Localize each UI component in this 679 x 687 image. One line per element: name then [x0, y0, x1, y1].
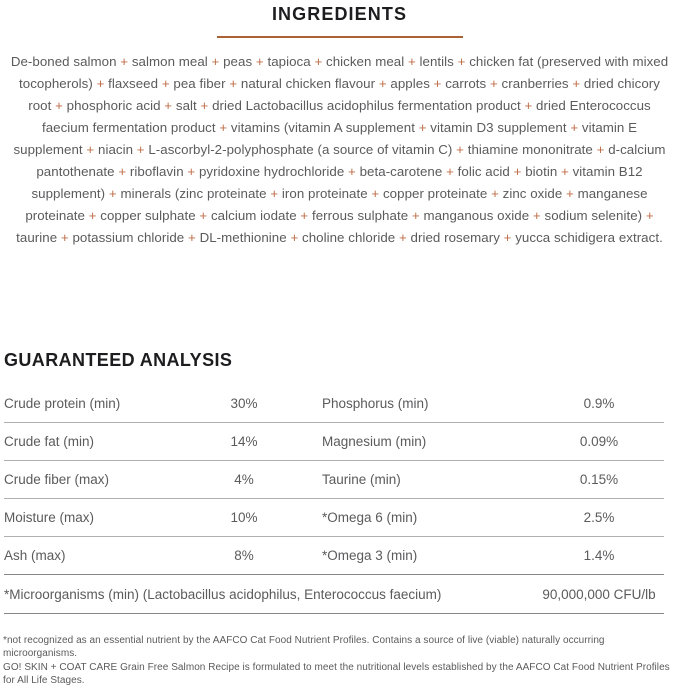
plus-separator: + [453, 54, 470, 69]
ingredients-title-rule [217, 36, 463, 38]
analysis-right-label: *Omega 6 (min) [322, 510, 418, 525]
analysis-right-value: 0.9% [583, 396, 615, 411]
ingredients-title: INGREDIENTS [271, 4, 408, 24]
microorganisms-row [4, 575, 664, 614]
analysis-row [4, 537, 664, 575]
ingredient-item: riboflavin [129, 164, 184, 179]
ingredient-item: phosphoric acid [66, 98, 161, 113]
plus-separator: + [375, 76, 391, 91]
analysis-row [4, 385, 664, 423]
ingredient-item: pea fiber [173, 76, 226, 91]
plus-separator: + [452, 142, 468, 157]
ingredients-text [9, 51, 671, 249]
plus-separator: + [57, 230, 73, 245]
plus-separator: + [133, 142, 149, 157]
analysis-row [4, 499, 664, 537]
analysis-left-label: Ash (max) [4, 548, 66, 563]
plus-separator: + [215, 120, 231, 135]
ingredient-item: vitamin E supplement [13, 120, 638, 157]
ingredient-item: manganese proteinate [25, 186, 648, 223]
ingredient-item: chicken meal [326, 54, 405, 69]
plus-separator: + [114, 164, 130, 179]
ingredient-item: calcium iodate [210, 208, 297, 223]
plus-separator: + [225, 76, 241, 91]
plus-separator: + [529, 208, 545, 223]
analysis-table [4, 385, 664, 614]
ingredient-item: L-ascorbyl-2-polyphosphate (a source of vitamin C) [148, 142, 453, 157]
analysis-left-value: 4% [234, 472, 254, 487]
analysis-right-value: 0.09% [579, 434, 619, 449]
analysis-left-label: Crude fat (min) [4, 434, 95, 449]
formulation-statement: GO! SKIN + COAT CARE Grain Free Salmon Recipe is formulated to meet the nutritional levels established by the AAFCO Cat Food Nutrient Profiles for All Life Stages. [3, 662, 670, 686]
plus-separator: + [160, 98, 176, 113]
ingredient-item: ferrous sulphate [311, 208, 409, 223]
analysis-right-value: 1.4% [583, 548, 615, 563]
plus-separator: + [592, 142, 609, 157]
plus-separator: + [642, 208, 654, 223]
ingredient-item: peas [223, 54, 253, 69]
plus-separator: + [310, 54, 327, 69]
ingredient-item: pyridoxine hydrochloride [198, 164, 345, 179]
ingredient-item: taurine [16, 230, 58, 245]
ingredient-item: folic acid [457, 164, 510, 179]
microorganisms-label: *Microorganisms (min) (Lactobacillus acidophilus, Enterococcus faecium) [4, 586, 442, 602]
plus-separator: + [286, 230, 303, 245]
analysis-row [4, 461, 664, 499]
ingredient-item: potassium chloride [72, 230, 185, 245]
aafco-footnote: *not recognized as an essential nutrient by the AAFCO Cat Food Nutrient Profiles. Contains a source of live (viable) naturally occurring microorganisms. [3, 635, 605, 659]
ingredient-item: carrots [445, 76, 487, 91]
guaranteed-analysis-title: GUARANTEED ANALYSIS [4, 350, 233, 370]
plus-separator: + [207, 54, 224, 69]
ingredient-item: cranberries [501, 76, 569, 91]
ingredient-item: flaxseed [108, 76, 159, 91]
ingredient-item: De-boned salmon [10, 54, 117, 69]
analysis-left-label: Moisture (max) [4, 510, 95, 525]
ingredient-item: choline chloride [302, 230, 396, 245]
ingredient-item: manganous oxide [423, 208, 530, 223]
ingredient-item: iron proteinate [281, 186, 368, 201]
analysis-left-value: 10% [230, 510, 258, 525]
ingredient-item: chicken fat (preserved with mixed tocopherols) [19, 54, 669, 91]
ingredient-item: vitamin D3 supplement [430, 120, 567, 135]
plus-separator: + [92, 76, 109, 91]
ingredient-item: copper sulphate [100, 208, 196, 223]
plus-separator: + [487, 186, 503, 201]
plus-separator: + [184, 230, 200, 245]
plus-separator: + [562, 186, 578, 201]
analysis-right-label: Phosphorus (min) [322, 396, 429, 411]
plus-separator: + [404, 54, 420, 69]
plus-separator: + [116, 54, 132, 69]
ingredient-item: vitamin B12 supplement) [31, 164, 643, 201]
plus-separator: + [51, 98, 67, 113]
plus-separator: + [568, 76, 584, 91]
ingredient-item: salt [175, 98, 197, 113]
analysis-right-label: Taurine (min) [322, 472, 401, 487]
ingredient-item: minerals (zinc proteinate [120, 186, 267, 201]
ingredient-item: thiamine mononitrate [467, 142, 593, 157]
plus-separator: + [82, 142, 98, 157]
plus-separator: + [395, 230, 411, 245]
analysis-left-value: 14% [230, 434, 258, 449]
ingredient-item: apples [390, 76, 430, 91]
ingredient-item: copper proteinate [382, 186, 488, 201]
ingredient-item: natural chicken flavour [240, 76, 376, 91]
ingredient-item: yucca schidigera extract. [515, 230, 663, 245]
ingredient-item: dried chicory root [28, 76, 660, 113]
plus-separator: + [266, 186, 282, 201]
ingredient-item: dried rosemary [410, 230, 500, 245]
plus-separator: + [566, 120, 582, 135]
ingredient-item: biotin [525, 164, 558, 179]
plus-separator: + [557, 164, 573, 179]
analysis-left-label: Crude protein (min) [4, 396, 121, 411]
ingredient-item: zinc oxide [502, 186, 563, 201]
plus-separator: + [183, 164, 199, 179]
plus-separator: + [296, 208, 312, 223]
analysis-left-label: Crude fiber (max) [4, 472, 110, 487]
analysis-right-value: 0.15% [579, 472, 619, 487]
plus-separator: + [520, 98, 537, 113]
plus-separator: + [105, 186, 121, 201]
analysis-left-value: 30% [230, 396, 258, 411]
analysis-row [4, 423, 664, 461]
plus-separator: + [196, 98, 213, 113]
ingredient-item: niacin [98, 142, 134, 157]
analysis-right-value: 2.5% [583, 510, 615, 525]
ingredient-item: sodium selenite) [544, 208, 643, 223]
plus-separator: + [344, 164, 360, 179]
plus-separator: + [429, 76, 446, 91]
plus-separator: + [486, 76, 502, 91]
ingredient-item: salmon meal [131, 54, 208, 69]
microorganisms-value: 90,000,000 CFU/lb [542, 586, 656, 602]
plus-separator: + [367, 186, 383, 201]
ingredient-item: dried Lactobacillus acidophilus fermentation product [212, 98, 521, 113]
plus-separator: + [195, 208, 211, 223]
analysis-right-label: *Omega 3 (min) [322, 548, 418, 563]
plus-separator: + [252, 54, 268, 69]
ingredient-item: lentils [419, 54, 454, 69]
analysis-right-label: Magnesium (min) [322, 434, 427, 449]
plus-separator: + [158, 76, 174, 91]
ingredient-item: tapioca [267, 54, 311, 69]
plus-separator: + [442, 164, 458, 179]
plus-separator: + [408, 208, 424, 223]
ingredient-item: vitamins (vitamin A supplement [230, 120, 415, 135]
ingredient-item: dried Enterococcus faecium fermentation product [41, 98, 651, 135]
ingredient-item: beta-carotene [359, 164, 443, 179]
plus-separator: + [84, 208, 101, 223]
plus-separator: + [499, 230, 516, 245]
analysis-left-value: 8% [234, 548, 254, 563]
ingredient-item: DL-methionine [199, 230, 287, 245]
plus-separator: + [509, 164, 526, 179]
ingredient-item: d-calcium pantothenate [36, 142, 666, 179]
plus-separator: + [414, 120, 431, 135]
